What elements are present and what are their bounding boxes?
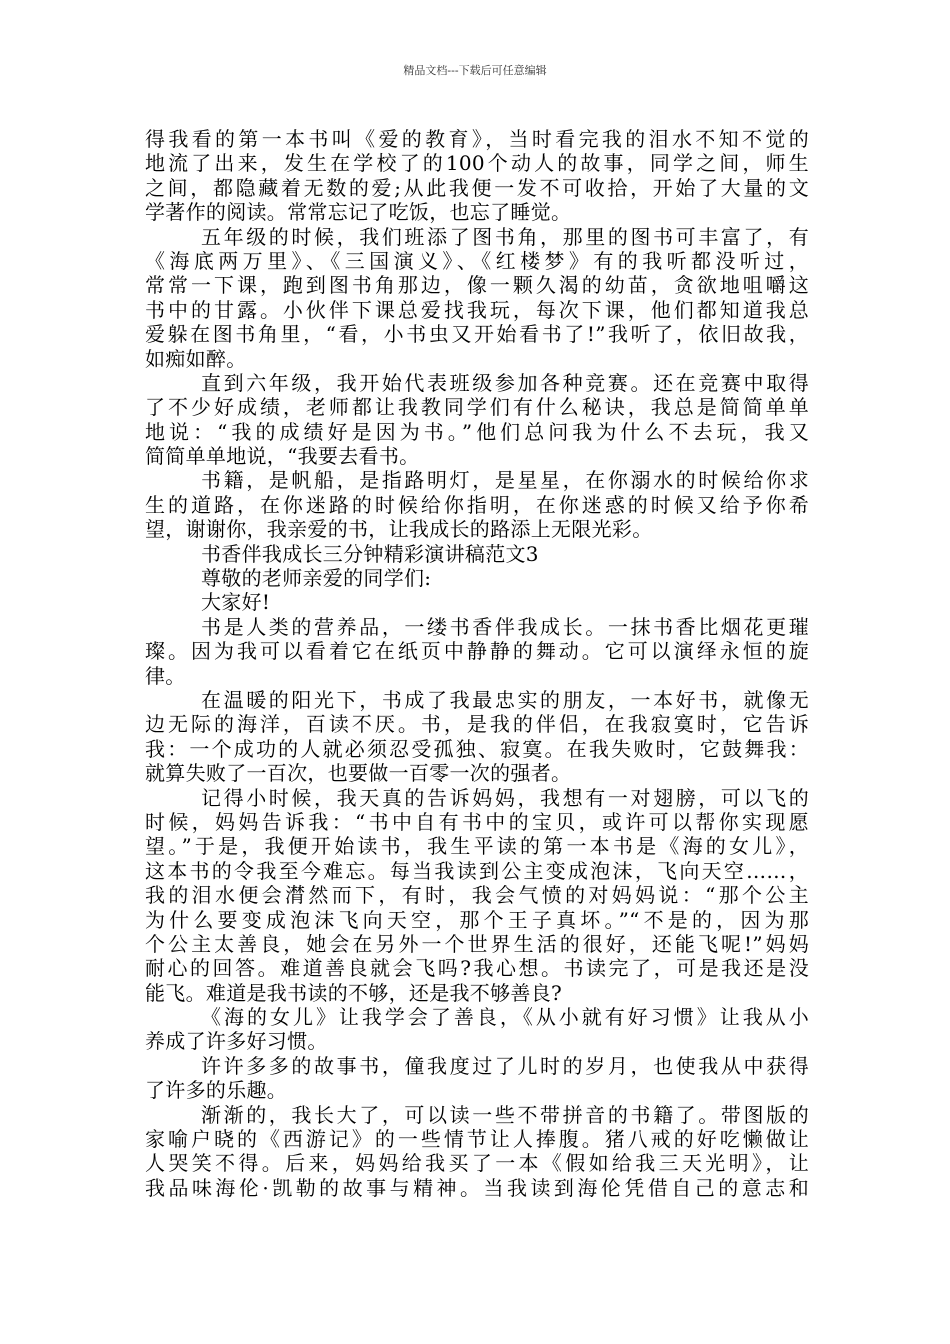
text-line: 耐心的回答。难道善良就会飞吗?我心想。书读完了，可是我还是没 bbox=[145, 956, 809, 981]
text-line: 在温暖的阳光下，书成了我最忠实的朋友，一本好书，就像无 bbox=[201, 687, 809, 712]
text-line: 地流了出来，发生在学校了的100个动人的故事，同学之间，师生 bbox=[145, 151, 809, 176]
text-line: 了许多的乐趣。 bbox=[145, 1078, 288, 1103]
text-line: 《海的女儿》让我学会了善良，《从小就有好习惯》让我从小 bbox=[201, 1005, 809, 1030]
text-line: 许许多多的故事书，僮我度过了儿时的岁月，也使我从中获得 bbox=[201, 1053, 809, 1078]
text-line: 书籍，是帆船，是指路明灯，是星星，在你溺水的时候给你求 bbox=[201, 468, 809, 493]
text-line: 我：一个成功的人就必须忍受孤独、寂寞。在我失败时，它鼓舞我： bbox=[145, 736, 809, 761]
text-line: 了不少好成绩，老师都让我教同学们有什么秘诀，我总是简简单单 bbox=[145, 395, 809, 420]
text-line: 望，谢谢你，我亲爱的书，让我成长的路添上无限光彩。 bbox=[145, 517, 653, 542]
text-line: 常常一下课，跑到图书角那边，像一颗久渴的幼苗，贪欲地咀嚼这 bbox=[145, 273, 809, 298]
text-line: 边无际的海洋，百读不厌。书，是我的伴侣，在我寂寞时，它告诉 bbox=[145, 712, 809, 737]
text-line: 望。”于是，我便开始读书，我生平读的第一本书是《海的女儿》， bbox=[145, 834, 809, 859]
text-line: 我的泪水便会潸然而下，有时，我会气愤的对妈妈说：“那个公主 bbox=[145, 883, 809, 908]
text-line: 记得小时候，我天真的告诉妈妈，我想有一对翅膀，可以飞的 bbox=[201, 785, 809, 810]
text-line: 《海底两万里》、《三国演义》、《红楼梦》有的我听都没听过， bbox=[145, 248, 809, 273]
text-line: 璨。因为我可以看着它在纸页中静静的舞动。它可以演绎永恒的旋 bbox=[145, 639, 809, 664]
text-line: 时候，妈妈告诉我：“书中自有书中的宝贝，或许可以帮你实现愿 bbox=[145, 809, 809, 834]
text-line: 个公主太善良，她会在另外一个世界生活的很好，还能飞呢!”妈妈 bbox=[145, 931, 809, 956]
text-line: 我品味海伦·凯勒的故事与精神。当我读到海伦凭借自己的意志和 bbox=[145, 1175, 809, 1200]
text-line: 之间，都隐藏着无数的爱;从此我便一发不可收拾，开始了大量的文 bbox=[145, 175, 809, 200]
text-line: 尊敬的老师亲爱的同学们: bbox=[201, 566, 432, 591]
page-header: 精品文档---下载后可任意编辑 bbox=[403, 64, 547, 77]
text-line: 能飞。难道是我书读的不够，还是我不够善良? bbox=[145, 980, 563, 1005]
text-line: 书中的甘露。小伙伴下课总爱找我玩，每次下课，他们都知道我总 bbox=[145, 297, 809, 322]
text-line: 书香伴我成长三分钟精彩演讲稿范文3 bbox=[201, 541, 539, 566]
text-line: 简简单单地说，“我要去看书。 bbox=[145, 444, 420, 469]
text-line: 直到六年级，我开始代表班级参加各种竞赛。还在竞赛中取得 bbox=[201, 370, 809, 395]
text-line: 书是人类的营养品，一缕书香伴我成长。一抹书香比烟花更璀 bbox=[201, 614, 809, 639]
text-line: 律。 bbox=[145, 663, 186, 688]
text-line: 五年级的时候，我们班添了图书角，那里的图书可丰富了，有 bbox=[201, 224, 809, 249]
text-line: 渐渐的，我长大了，可以读一些不带拼音的书籍了。带图版的 bbox=[201, 1102, 809, 1127]
text-line: 地说：“我的成绩好是因为书。”他们总问我为什么不去玩，我又 bbox=[145, 419, 809, 444]
text-line: 就算失败了一百次，也要做一百零一次的强者。 bbox=[145, 761, 572, 786]
text-line: 为什么要变成泡沫飞向天空，那个王子真坏。”“不是的，因为那 bbox=[145, 907, 809, 932]
document-body bbox=[145, 127, 809, 1200]
text-line: 如痴如醉。 bbox=[145, 346, 247, 371]
text-line: 这本书的令我至今难忘。每当我读到公主变成泡沫，飞向天空……， bbox=[145, 858, 809, 883]
text-line: 人哭笑不得。后来，妈妈给我买了一本《假如给我三天光明》，让 bbox=[145, 1151, 809, 1176]
text-line: 学著作的阅读。常常忘记了吃饭，也忘了睡觉。 bbox=[145, 200, 572, 225]
text-line: 养成了许多好习惯。 bbox=[145, 1029, 328, 1054]
text-line: 生的道路，在你迷路的时候给你指明，在你迷惑的时候又给予你希 bbox=[145, 492, 809, 517]
text-line: 爱躲在图书角里，“看，小书虫又开始看书了!”我听了，依旧故我， bbox=[145, 322, 809, 347]
text-line: 得我看的第一本书叫《爱的教育》，当时看完我的泪水不知不觉的 bbox=[145, 127, 809, 151]
text-line: 家喻户晓的《西游记》的一些情节让人捧腹。猪八戒的好吃懒做让 bbox=[145, 1127, 809, 1152]
text-line: 大家好! bbox=[201, 590, 271, 615]
